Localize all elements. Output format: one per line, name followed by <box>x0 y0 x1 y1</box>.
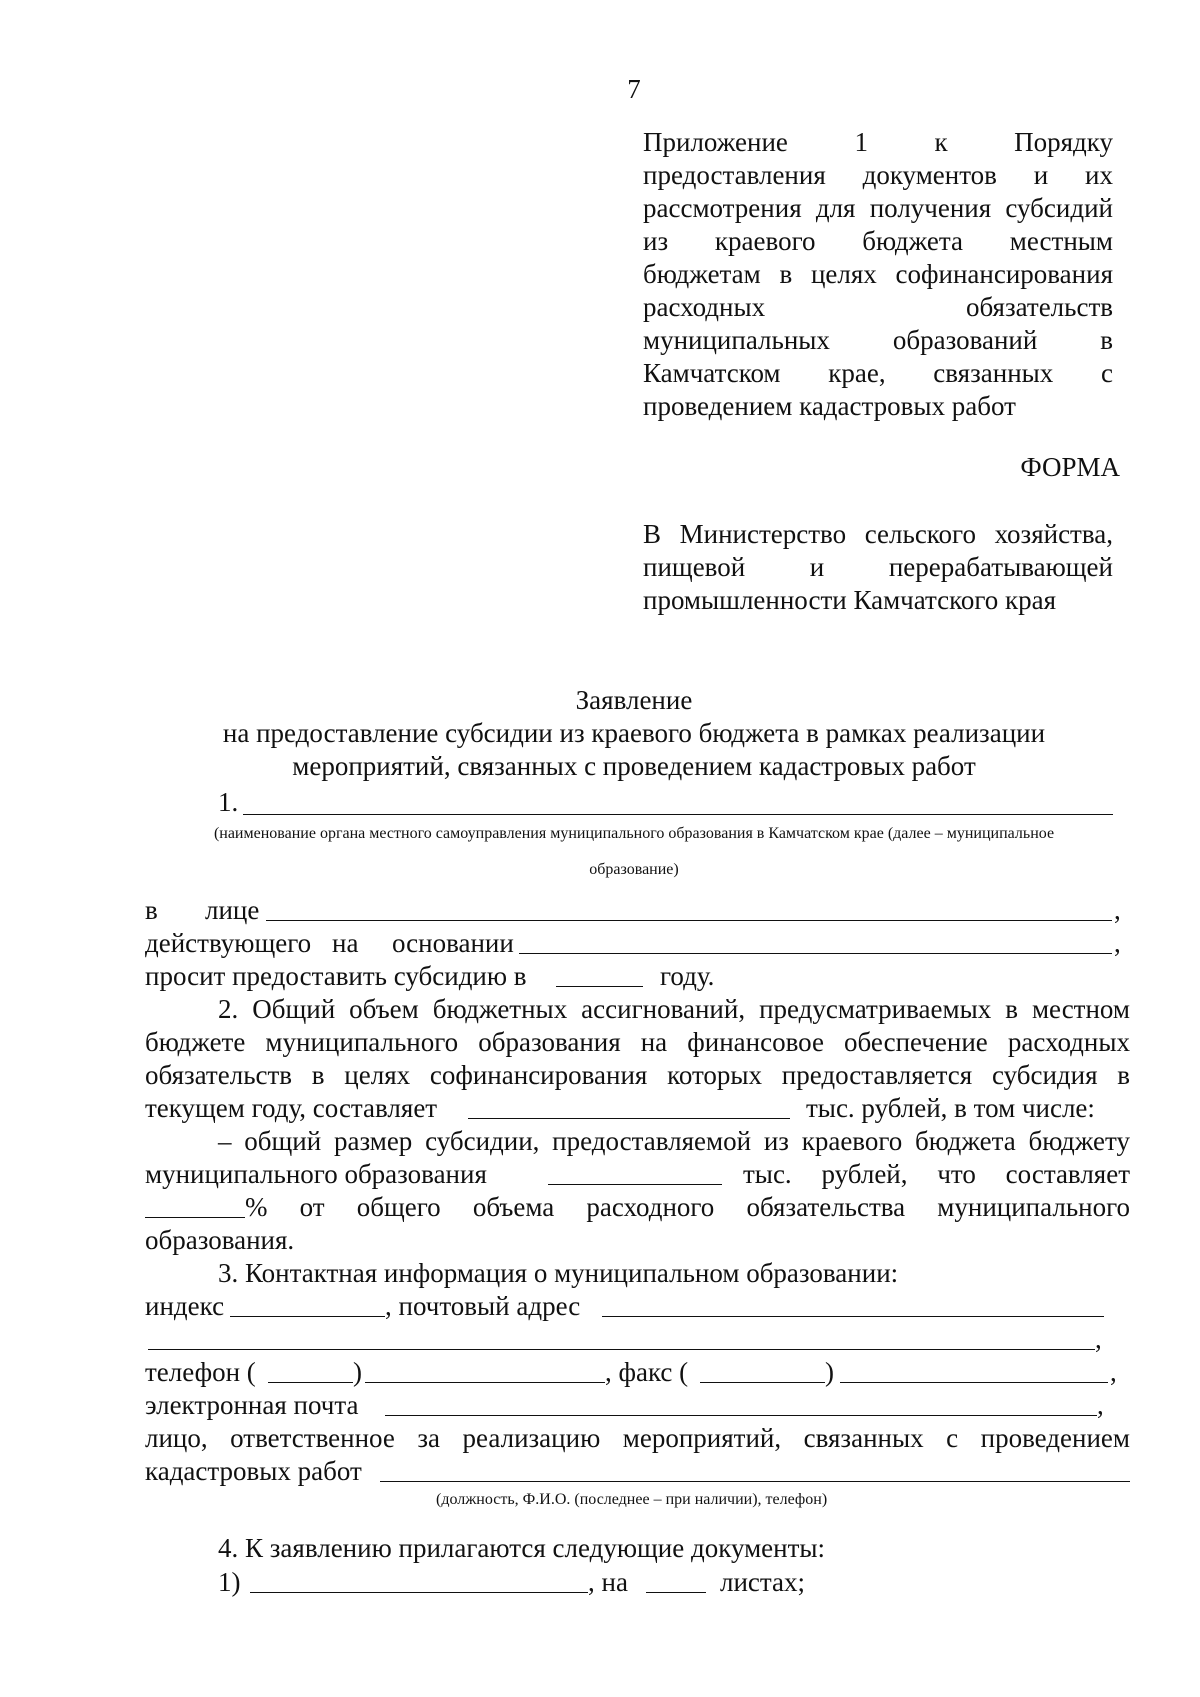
title-line: мероприятий, связанных с проведением кадастровых работ <box>292 751 976 781</box>
fill-line-postal-address-cont[interactable] <box>148 1349 1095 1350</box>
fill-line-basis[interactable] <box>519 953 1112 954</box>
document-title: Заявление <box>575 685 693 715</box>
appendix-block <box>643 126 1113 423</box>
addressee-block <box>643 518 1113 617</box>
fill-line-email[interactable] <box>385 1415 1097 1416</box>
item2-line: муниципального образования <box>145 1159 487 1189</box>
appendix-line: из краевого бюджета местным <box>643 226 1113 256</box>
item2-line: бюджете муниципального образования на финансовое обеспечение расходных <box>145 1027 1130 1057</box>
fill-line-year[interactable] <box>556 986 643 987</box>
appendix-line: предоставления документов и их <box>643 160 1113 190</box>
addressee-line: В Министерство сельского хозяйства, <box>643 519 1113 549</box>
fill-line-fax[interactable] <box>840 1382 1108 1383</box>
osnovanie-word: действующего <box>145 928 312 958</box>
paren-close: ) <box>353 1357 362 1387</box>
form-label: ФОРМА <box>1020 452 1120 482</box>
fill-line-organ-name[interactable] <box>243 814 1113 815</box>
item4-na: , на <box>588 1567 628 1597</box>
fill-line-phone[interactable] <box>365 1382 605 1383</box>
responsible-line: кадастровых работ <box>145 1456 362 1486</box>
fill-line-representative[interactable] <box>266 920 1112 921</box>
comma: , <box>1097 1390 1104 1420</box>
responsible-hint: (должность, Ф.И.О. (последнее – при наличии), телефон) <box>436 1491 828 1508</box>
appendix-line: Приложение 1 к Порядку <box>643 127 1113 157</box>
item1-number: 1. <box>218 787 239 817</box>
fill-line-fax-code[interactable] <box>700 1382 825 1383</box>
comma: , <box>1114 895 1121 925</box>
fill-line-responsible[interactable] <box>380 1481 1130 1482</box>
addressee-line: пищевой и перерабатывающей <box>643 552 1113 582</box>
fill-line-percent[interactable] <box>145 1217 245 1218</box>
v-litse-word: лице <box>205 895 260 925</box>
osnovanie-word: основании <box>392 928 514 958</box>
fill-line-budget-amount[interactable] <box>468 1118 790 1119</box>
item4-sub-number: 1) <box>218 1567 241 1597</box>
item2-line: тыс. рублей, в том числе: <box>806 1093 1095 1123</box>
item2-line: обязательств в целях софинансирования которых предоставляется субсидия в <box>145 1060 1130 1090</box>
email-label: электронная почта <box>145 1390 359 1420</box>
comma: , <box>1095 1324 1102 1354</box>
item2-line: тыс. рублей, что составляет <box>743 1159 1130 1189</box>
appendix-line: муниципальных образований в <box>643 325 1113 355</box>
request-text-year: году. <box>660 961 715 991</box>
fill-line-subsidy-amount[interactable] <box>548 1184 722 1185</box>
responsible-line: лицо, ответственное за реализацию мероприятий, связанных с проведением <box>145 1423 1130 1453</box>
fax-label: , факс ( <box>605 1357 689 1387</box>
item2-line: образования. <box>145 1225 295 1255</box>
item2-line: текущем году, составляет <box>145 1093 438 1123</box>
item4-heading: 4. К заявлению прилагаются следующие документы: <box>218 1533 826 1563</box>
comma: , <box>1114 928 1121 958</box>
page-number: 7 <box>627 74 641 104</box>
item3-heading: 3. Контактная информация о муниципальном образовании: <box>218 1258 899 1288</box>
fill-line-postal-address[interactable] <box>602 1316 1104 1317</box>
appendix-line: проведением кадастровых работ <box>643 391 1016 421</box>
appendix-line: рассмотрения для получения субсидий <box>643 193 1113 223</box>
osnovanie-word: на <box>332 928 359 958</box>
fill-line-phone-code[interactable] <box>268 1382 353 1383</box>
fill-line-index[interactable] <box>230 1316 385 1317</box>
title-line: на предоставление субсидии из краевого бюджета в рамках реализации <box>222 718 1046 748</box>
phone-label: телефон ( <box>145 1357 256 1387</box>
appendix-line: Камчатском крае, связанных с <box>643 358 1113 388</box>
item4-sheets: листах; <box>720 1567 806 1597</box>
addressee-line: промышленности Камчатского края <box>643 585 1057 615</box>
fill-line-sheets-1[interactable] <box>646 1592 706 1593</box>
organ-name-hint: (наименование органа местного самоуправления муниципального образования в Камчатском крае (далее – муниципальное <box>213 825 1055 842</box>
appendix-line: расходных обязательств <box>643 292 1113 322</box>
organ-name-hint: образование) <box>589 861 679 878</box>
item2-line: – общий размер субсидии, предоставляемой из краевого бюджета бюджету <box>218 1126 1130 1156</box>
item2-line: % от общего объема расходного обязательства муниципального <box>245 1192 1130 1222</box>
fill-line-document-1[interactable] <box>250 1592 588 1593</box>
request-text: просит предоставить субсидию в <box>145 961 527 991</box>
appendix-line: бюджетам в целях софинансирования <box>643 259 1113 289</box>
v-litse-prefix: в <box>145 895 158 925</box>
index-label: индекс <box>145 1291 225 1321</box>
item2-line: 2. Общий объем бюджетных ассигнований, предусматриваемых в местном <box>218 994 1130 1024</box>
paren-close: ) <box>825 1357 834 1387</box>
comma: , <box>1110 1357 1117 1387</box>
postal-label: , почтовый адрес <box>385 1291 581 1321</box>
